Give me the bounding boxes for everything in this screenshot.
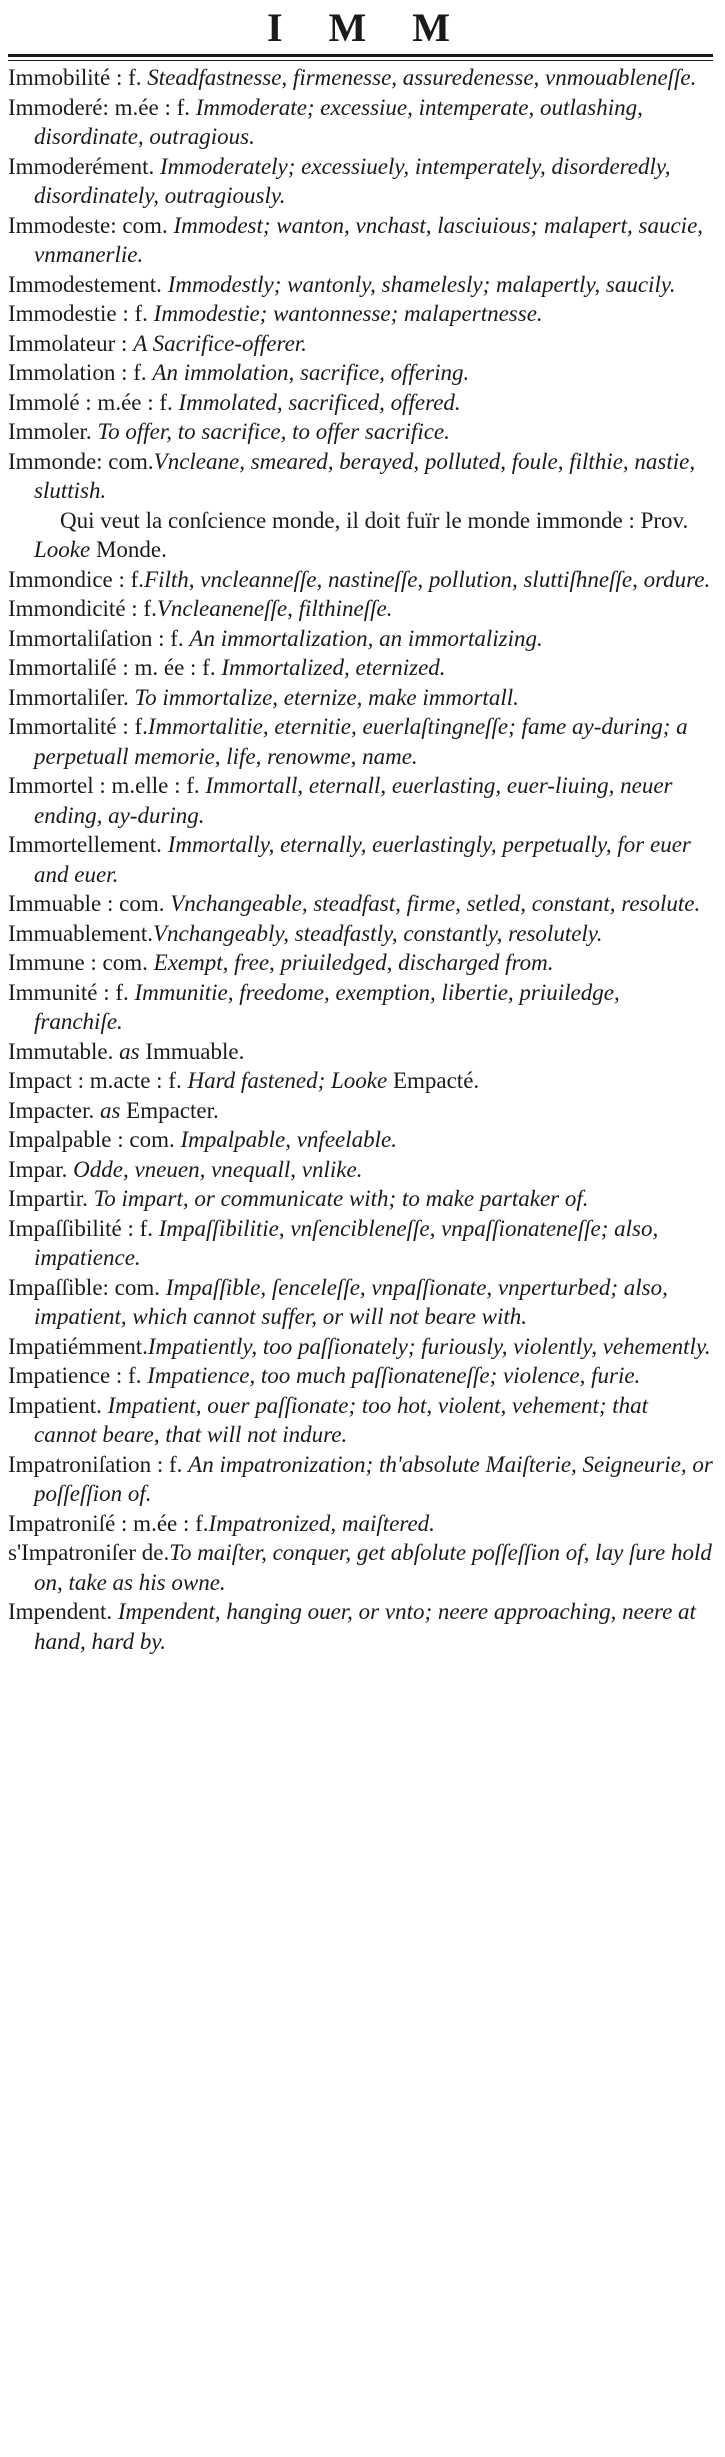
dictionary-entry — [8, 270, 713, 300]
grammar-note: : f. — [116, 301, 154, 326]
dictionary-entry — [8, 1037, 713, 1067]
definition: Immortall, eternall, euerlasting, euer-liuing, neuer ending, ay-during. — [34, 773, 673, 828]
dictionary-entry — [8, 358, 713, 388]
definition: as — [119, 1038, 140, 1064]
dictionary-entry — [8, 889, 713, 919]
headword: Impalpable — [8, 1127, 112, 1152]
definition: Odde, vneuen, vnequall, vnlike. — [73, 1156, 363, 1182]
cross-reference: Immuable. — [139, 1038, 245, 1064]
definition: An immolation, sacrifice, offering. — [152, 360, 470, 385]
dictionary-entry — [8, 978, 713, 1037]
headword: Immolateur — [8, 330, 116, 356]
definition: Exempt, free, priuiledged, discharged from. — [153, 950, 554, 975]
grammar-note: : f. — [112, 566, 145, 592]
grammar-note: : — [115, 330, 134, 356]
headword: Immodestement. — [8, 271, 162, 297]
definition: Immodestly; wantonly, shamelesly; malapertly, saucily. — [167, 271, 676, 297]
definition: A Sacrifice-offerer. — [133, 330, 307, 356]
headword: Immoderé — [8, 94, 103, 120]
definition: An impatronization; th'absolute Maiſterie, Seigneurie, or poſſeſſion of. — [34, 1451, 713, 1506]
grammar-note: : f. — [152, 625, 190, 651]
definition: Immunitie, freedome, exemption, libertie, priuiledge, franchiſe. — [34, 979, 620, 1034]
definition: Impalpable, vnfeelable. — [180, 1127, 397, 1152]
headword: Immoler. — [8, 419, 92, 444]
dictionary-entry — [8, 1125, 713, 1155]
definition: Impatience, too much paſſionateneſſe; violence, furie. — [147, 1363, 641, 1388]
dictionary-entry — [8, 299, 713, 329]
definition: Impendent, hanging ouer, or vnto; neere approaching, neere at hand, hard by. — [34, 1599, 696, 1654]
headword: Immortel — [8, 773, 94, 798]
headword: Impendent. — [8, 1599, 113, 1624]
definition: Filth, vncleanneſſe, nastineſſe, pollution, sluttiſhneſſe, ordure. — [144, 566, 711, 592]
dictionary-entry — [8, 211, 713, 270]
entry-list — [8, 63, 713, 1656]
dictionary-entry — [8, 1332, 713, 1362]
dictionary-entry — [8, 63, 713, 93]
definition: Impatient, ouer paſſionate; too hot, violent, vehement; that cannot beare, that will not indure. — [34, 1392, 649, 1447]
grammar-note: : f. — [125, 596, 157, 621]
dictionary-entry — [8, 594, 713, 624]
dictionary-entry — [8, 1597, 713, 1656]
dictionary-entry — [8, 1155, 713, 1185]
dictionary-entry — [8, 653, 713, 683]
headword: Immunité — [8, 979, 98, 1005]
grammar-note: : f. — [116, 714, 148, 739]
dictionary-entry — [8, 1361, 713, 1391]
definition: To maiſter, conquer, get abſolute poſſeſſion of, lay ſure hold on, take as his owne. — [34, 1540, 712, 1595]
headword: Immortaliſé — [8, 655, 117, 680]
dictionary-entry — [8, 1509, 713, 1539]
definition: Immortally, eternally, euerlastingly, perpetually, for euer and euer. — [34, 832, 691, 887]
definition: Immortalized, eternized. — [221, 655, 446, 680]
dictionary-entry — [8, 683, 713, 713]
definition: Impatronized, maiſtered. — [208, 1510, 435, 1536]
headword: Immodeste — [8, 212, 111, 238]
grammar-note: : com. — [102, 1274, 166, 1300]
headword: Immonde — [8, 448, 97, 474]
definition: To immortalize, eternize, make immortall. — [134, 684, 519, 710]
grammar-note: : m.ée : f. — [102, 94, 196, 120]
headword: Immolation — [8, 360, 116, 385]
definition: Vnchangeable, steadfast, firme, setled, constant, resolute. — [170, 891, 701, 916]
grammar-note: : f. — [110, 65, 148, 90]
headword: Immortalité — [8, 714, 117, 739]
dictionary-entry — [8, 447, 713, 506]
headword: Impacter. — [8, 1097, 95, 1123]
definition: Immodestie; wantonnesse; malapertnesse. — [153, 301, 543, 326]
headword: Impatroniſation — [8, 1451, 152, 1477]
dictionary-entry — [8, 624, 713, 654]
dictionary-entry — [8, 565, 713, 595]
dictionary-entry — [8, 1391, 713, 1450]
headword: Immutable. — [8, 1038, 114, 1064]
dictionary-entry — [8, 1273, 713, 1332]
grammar-note: : com. — [101, 891, 171, 916]
grammar-note: : m.acte : f. — [71, 1068, 188, 1093]
definition: as — [99, 1097, 121, 1123]
header-rule — [8, 54, 713, 57]
definition: Hard fastened; Looke — [187, 1068, 388, 1093]
dictionary-entry — [8, 93, 713, 152]
grammar-note: : m.ée : f. — [115, 1510, 209, 1536]
definition: Immodest; wanton, vnchast, lasciuious; malapert, saucie, vnmanerlie. — [34, 212, 704, 267]
grammar-note: : f. — [97, 979, 135, 1005]
grammar-note: : m.elle : f. — [93, 773, 206, 798]
grammar-note: Qui veut la conſcience monde, il doit fuïr le monde immonde : Prov. — [60, 507, 689, 533]
dictionary-entry — [8, 1214, 713, 1273]
dictionary-entry — [8, 417, 713, 447]
headword: Impar. — [8, 1156, 68, 1182]
definition: To impart, or communicate with; to make partaker of. — [93, 1186, 589, 1211]
definition: Impaſſibilitie, vnſencibleneſſe, vnpaſſionateneſſe; also, impatience. — [34, 1215, 659, 1270]
dictionary-entry — [8, 329, 713, 359]
definition: Vnchangeably, steadfastly, constantly, resolutely. — [153, 920, 603, 946]
dictionary-entry — [8, 388, 713, 418]
headword: Immodestie — [8, 301, 117, 326]
dictionary-entry — [8, 152, 713, 211]
headword: Impact — [8, 1068, 72, 1093]
definition: Immortalitie, eternitie, euerlaſtingneſſe; fame ay-during; a perpetuall memorie, life, renowme, name. — [34, 714, 688, 769]
definition: Impaſſible, ſenceleſſe, vnpaſſionate, vnperturbed; also, impatient, which cannot suffer, or will not beare with. — [34, 1274, 668, 1329]
grammar-note: : com. — [110, 212, 174, 238]
dictionary-entry — [8, 712, 713, 771]
headword: Impaſſible — [8, 1274, 103, 1300]
dictionary-entry — [8, 1184, 713, 1214]
grammar-note: : f. — [121, 1215, 159, 1241]
definition: To offer, to sacrifice, to offer sacrifice. — [97, 419, 450, 444]
dictionary-entry — [8, 919, 713, 949]
definition: Immoderately; excessiuely, intemperately, disorderedly, disordinately, outragiously. — [34, 153, 671, 208]
grammar-note: : f. — [151, 1451, 189, 1477]
cross-reference: Empacté. — [387, 1068, 480, 1093]
headword: Immuablement. — [8, 920, 153, 946]
grammar-note: : m.ée : f. — [79, 389, 179, 415]
cross-reference: Empacter. — [120, 1097, 219, 1123]
dictionary-entry — [8, 948, 713, 978]
dictionary-entry — [8, 771, 713, 830]
headword: Immortellement. — [8, 832, 162, 857]
definition: Looke — [34, 537, 91, 562]
grammar-note: : f. — [110, 1363, 148, 1388]
definition: Immolated, sacrificed, offered. — [178, 389, 461, 415]
headword: Immondicité — [8, 596, 126, 621]
proverb-line — [8, 506, 713, 565]
headword: Immortaliſation — [8, 625, 153, 651]
headword: Immoderément. — [8, 153, 155, 179]
headword: Immolé — [8, 389, 80, 415]
headword: Immune — [8, 950, 85, 975]
headword: Impatient. — [8, 1392, 102, 1418]
dictionary-entry — [8, 830, 713, 889]
definition: An immortalization, an immortalizing. — [189, 625, 543, 651]
definition: Impatiently, too paſſionately; furiously, violently, vehemently. — [147, 1333, 711, 1359]
grammar-note: : com. — [111, 1127, 181, 1152]
headword: Impatience — [8, 1363, 111, 1388]
definition: Vncleane, smeared, berayed, polluted, foule, filthie, nastie, sluttish. — [34, 448, 696, 503]
headword: Impaſſibilité — [8, 1215, 122, 1241]
definition: Immoderate; excessiue, intemperate, outlashing, disordinate, outragious. — [34, 94, 643, 149]
definition: Steadfastnesse, firmenesse, assuredenesse, vnmouableneſſe. — [147, 65, 697, 90]
headword: Impatroniſé — [8, 1510, 116, 1536]
grammar-note: : com. — [96, 448, 154, 474]
headword: Impartir. — [8, 1186, 88, 1211]
definition: Vncleaneneſſe, filthineſſe. — [156, 596, 393, 621]
headword: Immondice — [8, 566, 113, 592]
running-head: I M M — [266, 5, 469, 50]
headword: s'Impatroniſer de. — [8, 1540, 170, 1565]
dictionary-entry — [8, 1096, 713, 1126]
dictionary-entry — [8, 1538, 713, 1597]
dictionary-entry — [8, 1450, 713, 1509]
headword: Immortaliſer. — [8, 684, 129, 710]
headword: Immobilité — [8, 65, 111, 90]
headword: Impatiémment. — [8, 1333, 148, 1359]
dictionary-entry — [8, 1066, 713, 1096]
cross-reference: Monde. — [90, 537, 167, 562]
headword: Immuable — [8, 891, 102, 916]
grammar-note: : f. — [115, 360, 153, 385]
grammar-note: : com. — [84, 950, 154, 975]
grammar-note: : m. ée : f. — [116, 655, 222, 680]
